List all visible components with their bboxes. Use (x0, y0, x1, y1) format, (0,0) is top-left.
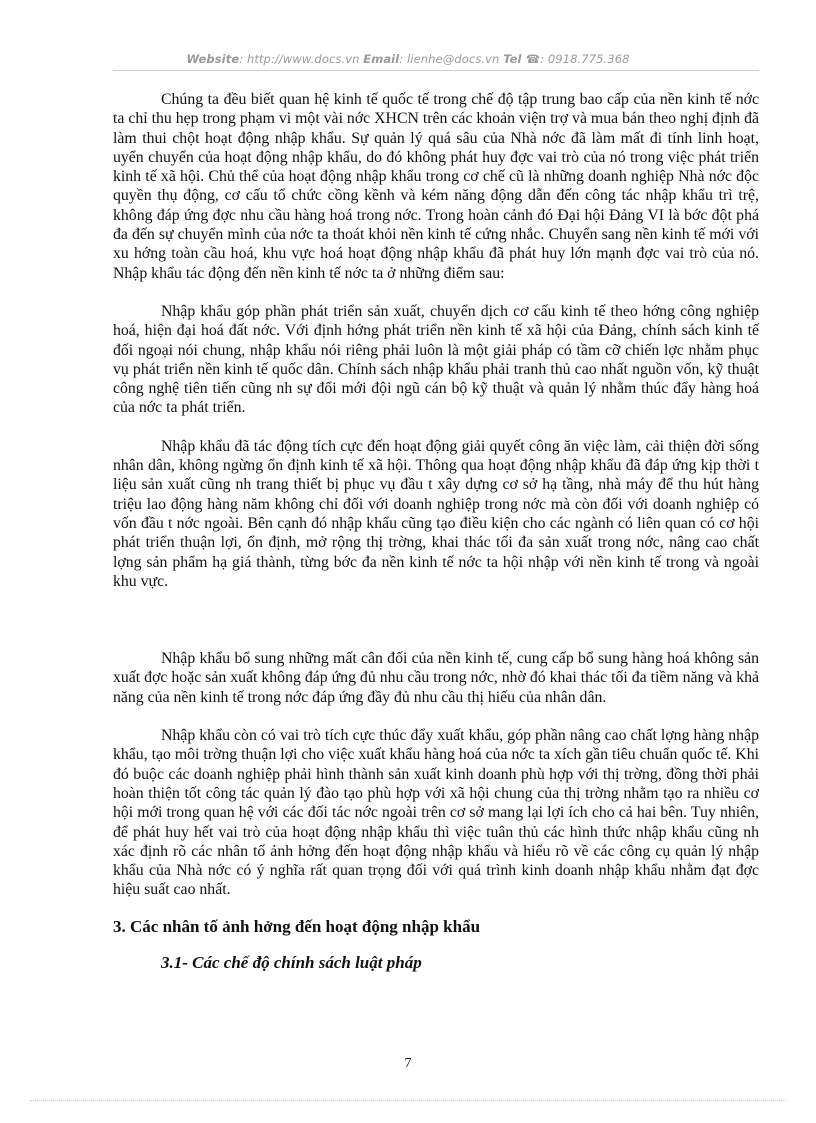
paragraph: Nhập khẩu góp phần phát triển sản xuất, chuyển dịch cơ cấu kinh tế theo hớng công nghiệp hoá, hiện đại hoá đất nớc. Với định hớng phát triển nền kinh tế xã hội của Đảng, chính sách kinh tế đối ngoại nói chung, nhập khẩu nói riêng phải luôn là một giải pháp có tầm cỡ chiến lợc nhằm phục vụ phát triển nền kinh tế quốc dân. Chính sách nhập khẩu phải tranh thủ cao nhất nguồn vốn, kỹ thuật công nghệ tiên tiến cũng nh sự đổi mới đội ngũ cán bộ kỹ thuật và quản lý nhằm thúc đẩy hàng hoá của nớc ta phát triển. (113, 302, 759, 417)
subsection-heading: 3.1- Các chế độ chính sách luật pháp (161, 952, 422, 972)
website-link[interactable]: : http://www.docs.vn (239, 52, 360, 66)
website-label: Website (186, 52, 240, 66)
paragraph: Chúng ta đều biết quan hệ kinh tế quốc tế trong chế độ tập trung bao cấp của nền kinh tế nớc ta chỉ thu hẹp trong phạm vi một vài nớc XHCN trên các khoản viện trợ và mua bán theo nghị định đã làm thui chột hoạt động nhập khẩu. Sự quản lý quá sâu của Nhà nớc đã làm mất đi tính linh hoạt, uyển chuyển của hoạt động nhập khẩu, do đó không phát huy đợc vai trò của nó trong việc phát triển kinh tế xã hội. Chủ thể của hoạt động nhập khẩu trong cơ chế cũ là những doanh nghiệp Nhà nớc độc quyền thụ động, cơ cấu tổ chức cồng kềnh và kém năng động dẫn đến công tác nhập khẩu trì trệ, không đáp ứng đợc nhu cầu hàng hoá trong nớc. Trong hoàn cảnh đó Đại hội Đảng VI là bớc đột phá đa đến sự chuyển mình của nớc ta thoát khỏi nền kinh tế cứng nhắc. Chuyển sang nền kinh tế mới với xu hớng toàn cầu hoá, khu vực hoá hoạt động nhập khẩu đã phát huy lớn mạnh đợc vai trò của nó. Nhập khẩu tác động đến nền kinh tế nớc ta ở những điểm sau: (113, 91, 759, 282)
email-label: Email (363, 52, 400, 66)
header-divider (113, 70, 759, 71)
email-link[interactable]: : lienhe@docs.vn (399, 52, 500, 66)
paragraph: Nhập khẩu còn có vai trò tích cực thúc đẩy xuất khẩu, góp phần nâng cao chất lợng hàng nhập khẩu, tạo môi trờng thuận lợi cho việc xuất khẩu hàng hoá của nớc ta xích gần tiêu chuẩn quốc tế. Khi đó buộc các doanh nghiệp phải hình thành sản xuất kinh doanh phù hợp với thị trờng, đồng thời phải hoàn thiện tốt công tác quản lý đào tạo phù hợp với xã hội chung của thị trờng nhằm tạo ra nhiều cơ hội mới trong quan hệ với các đối tác nớc ngoài trên cơ sở mang lại lợi ích cho cả hai bên. Tuy nhiên, để phát huy hết vai trò của hoạt động nhập khẩu thì việc tuân thủ các hình thức nhập khẩu cũng nh xác định rõ các nhân tố ảnh hởng đến hoạt động nhập khẩu và hiểu rõ về các công cụ quản lý nhập khẩu của Nhà nớc có ý nghĩa rất quan trọng đối với quá trình kinh doanh nhập khẩu nhằm đạt đợc hiệu suất cao nhất. (113, 727, 759, 899)
footer-divider (30, 1100, 786, 1101)
page-number: 7 (404, 1056, 412, 1071)
tel-label: Tel ☎ (503, 52, 541, 66)
paragraph: Nhập khẩu đã tác động tích cực đến hoạt động giải quyết công ăn việc làm, cải thiện đời sống nhân dân, không ngừng ổn định kinh tế xã hội. Thông qua hoạt động nhập khẩu đã đáp ứng kịp thời t liệu sản xuất cũng nh trang thiết bị phục vụ đầu t xây dựng cơ sở hạ tầng, nhà máy để thu hút hàng triệu lao động hàng năm không chỉ đối với doanh nghiệp trong nớc mà còn đối với doanh nghiệp có vốn đầu t nớc ngoài. Bên cạnh đó nhập khẩu cũng tạo điều kiện cho các ngành có liên quan có cơ hội phát triển thuận lợi, ổn định, mở rộng thị trờng, khai thác tối đa sản xuất trong nớc, nâng cao chất lợng sản phẩm hạ giá thành, từng bớc đa nền kinh tế nớc ta hội nhập với nền kinh tế trong và ngoài khu vực. (113, 437, 759, 590)
page-header (0, 52, 816, 66)
section-heading: 3. Các nhân tố ảnh hởng đến hoạt động nhập khẩu (113, 916, 481, 936)
paragraph: Nhập khẩu bổ sung những mất cân đối của nền kinh tế, cung cấp bổ sung hàng hoá không sản xuất đợc hoặc sản xuất không đáp ứng đủ nhu cầu trong nớc, nhờ đó khai thác tối đa tiềm năng và khả năng của nền kinh tế trong nớc đáp ứng đầy đủ nhu cầu thị hiếu của nhân dân. (113, 650, 759, 706)
document-body (113, 90, 759, 974)
tel-value: : 0918.775.368 (540, 52, 630, 66)
